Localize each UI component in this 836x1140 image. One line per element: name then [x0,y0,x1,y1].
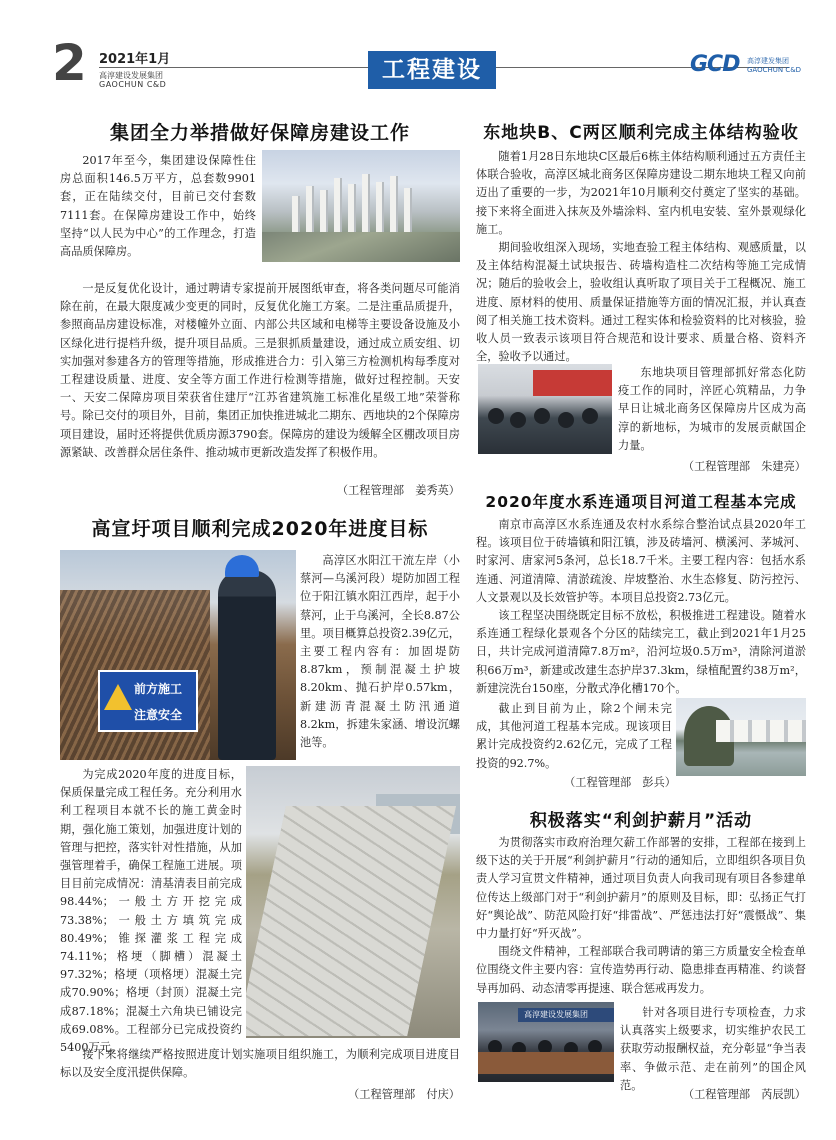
article-title: 积极落实“利剑护薪月”活动 [529,811,753,831]
paragraph: 围绕文件精神，工程部联合我司聘请的第三方质量安全检查单位围绕文件主要内容：宣传造势再行动、隐患排查再精准、约谈督导再加码、动态清零再提速、联合惩戒再发力。 [476,945,806,995]
article-title: 2020年度水系连通项目河道工程基本完成 [485,493,797,511]
paragraph: 一是反复优化设计，通过聘请专家提前开展图纸审查，将各类问题尽可能消除在前，在最大限度减少变更的同时，反复优化施工方案。二是注重品质提升，参照商品房建设标准，对楼幢外立面、内部公共区域和电梯等主要设备设施及小区绿化进行提档升级，提升项目品质。三是狠抓质量建设，通过成立质安组、切实加强对参建各方的管理等措施，形成推进合力：引入第三方检测机构每季度对工程建设质量、进度、安全等方面工作进行检测等措施，做好过程控制。天安一、天安二保障房项目荣获省住建厅“江苏省建筑施工标准化星级工地”荣誉称号。除已交付的项目外，目前，集团正加快推进城北二期东、西地块的2个保障房项目建设，届时还将提供优质房源3790套。保障房的建设为缓解全区棚改项目房源紧缺、改善群众居住条件、推动城市更新改造发挥了积极作用。 [60,282,460,459]
paragraph: 东地块项目管理部抓好常态化防疫工作的同时，淬匠心筑精品，力争早日让城北商务区保障房片区成为高淳的新地标，为城市的发展贡献国企力量。 [618,366,806,452]
meeting-banner: 高淳建设发展集团 [524,1010,588,1019]
issue-date: 2021年1月 [99,52,171,67]
construction-site-photo [60,550,296,760]
article-title: 集团全力举措做好保障房建设工作 [109,122,410,144]
paragraph: 接下来将继续严格按照进度计划实施项目组织施工，为顺利完成项目进度目标以及安全度汛提供保障。 [60,1048,460,1080]
page-header [0,0,836,92]
paragraph: 为完成2020年度的进度目标，保质保量完成工程任务。充分利用水利工程项目本就不长的施工黄金时期，强化施工策划，加强进度计划的管理与把控，落实针对性措施，从加强管理着手，确保工程施工进展。项目目前完成情况：清基清表目前完成98.44%；一般土方开挖完成73.38%；一般土方填筑完成80.49%；锥探灌浆工程完成74.11%；格埂（脚槽）混凝土97.32%；格埂（项格埂）混凝土完成70.90%；格埂（封顶）混凝土完成87.18%；混凝土六角块已铺设完成69.08%。工程部分已完成投资约5400万元。 [60,768,242,1055]
paragraph: 截止到目前为止，除2个闸未完成，其他河道工程基本完成。现该项目累计完成投资约2.62亿元，完成了工程投资的92.7%。 [476,702,672,770]
publisher-name: 高淳建设发展集团 [99,71,163,80]
article-signature: （工程管理部 芮辰凯） [682,1088,806,1101]
meeting-room-photo [478,1002,614,1082]
article-housing-body [60,280,460,462]
logo-chinese-name: 高淳建发集团 [747,57,789,65]
article-water-system [476,490,806,512]
article-signature: （工程管理部 付庆） [348,1088,460,1101]
article-east-block-body [476,148,806,366]
page-number: 2 [52,34,87,92]
article-water-system-body [476,516,806,698]
paragraph: 为贯彻落实市政府治理欠薪工作部署的安排，工程部在接到上级下达的关于开展“利剑护薪月”行动的通知后，立即组织各项目负责人学习宣贯文件精神，通过项目负责人向我司现有项目各参建单位传达上级部门对于“利剑护薪月”的原则及目标，即：弘扬正气打好“舆论战”、防范风险打好“排雷战”、严惩违法打好“震慑战”、集中力量打好“歼灭战”。 [476,836,806,941]
article-signature: （工程管理部 彭兵） [564,776,676,789]
article-housing [60,118,460,145]
article-signature: （工程管理部 姜秀英） [336,484,460,497]
article-wage-campaign-closing [620,1004,806,1095]
article-wage-campaign-body [476,834,806,998]
river-photo [676,698,806,776]
article-water-system-closing [476,700,672,773]
paragraph: 高淳区水阳江干流左岸（小蔡河—乌溪河段）堤防加固工程位于阳江镇水阳江西岸，起于小蔡河，止于乌溪河，全长8.87公里。项目概算总投资2.39亿元，主要工程内容有：加固堤防8.87km，预制混凝土护坡8.20km、抛石护岸0.57km，新建沥青混凝土防汛通道8.2km，拆建朱家涵、增设沉螺池等。 [300,554,460,750]
hard-hat-icon [225,555,259,577]
article-signature: （工程管理部 朱建亮） [682,460,806,473]
paragraph: 该工程坚决围绕既定目标不放松，积极推进工程建设。随着水系连通工程绿化景观各个分区的陆续完工，截止到2021年1月25日，共计完成河道清障7.8万m²，沿河垃圾0.5万m³，清除河道淤积66万m³，新建或改建生态护岸37.3km，绿植配置约38万m²，新建浣洗台150座，分散式净化槽170个。 [476,609,806,695]
paragraph: 南京市高淳区水系连通及农村水系综合整治试点县2020年工程。该项目位于砖墙镇和阳江镇，涉及砖墙河、横溪河、茅城河、时家河、唐家河5条河，总长18.7千米。主要工程内容：包括水系连通、河道清障、清淤疏浚、岸坡整治、水生态修复、防污控污、人文景观以及长效管护等。本项目总投资2.73亿元。 [476,518,806,604]
article-gaoxuan-closing [60,1046,460,1082]
embankment-photo [246,766,460,1038]
article-east-block [476,118,806,143]
inspection-meeting-photo [478,364,612,454]
section-title: 工程建设 [368,51,496,89]
publisher-english: GAOCHUN C&D [99,80,167,89]
article-title: 东地块B、C两区顺利完成主体结构验收 [483,123,799,143]
article-east-block-closing [618,364,806,455]
article-wage-campaign [476,806,806,831]
paragraph: 2017年至今，集团建设保障性住房总面积146.5万平方，总套数9901套，正在陆续交付，目前已交付套数7111套。在保障房建设工作中，始终坚持“以人民为中心”的工作理念，打造高品质保障房。 [60,154,256,259]
housing-aerial-photo [262,150,460,262]
gcd-logo: GCD [690,52,740,77]
article-gaoxuan [60,514,460,541]
paragraph: 针对各项目进行专项检查，力求认真落实上级要求，切实维护农民工获取劳动报酬权益，充分彰显“争当表率、争做示范、走在前列”的国企风范。 [620,1006,806,1092]
article-housing-lead [60,152,256,261]
article-gaoxuan-progress [60,766,242,1057]
paragraph: 随着1月28日东地块C区最后6栋主体结构顺利通过五方责任主体联合验收，高淳区城北商务区保障房建设二期东地块工程又向前迈出了重要的一步，为2021年10月顺利交付奠定了坚实的基础。接下来将全面进入抹灰及外墙涂料、室内机电安装、室外景观绿化施工。 [476,150,806,236]
article-gaoxuan-intro [300,552,460,752]
safety-sign: 前方施工 注意安全 [98,670,198,732]
logo-english-name: GAOCHUN C&D [747,66,802,74]
article-title: 高宣圩项目顺利完成2020年进度目标 [91,518,429,540]
paragraph: 期间验收组深入现场，实地查验工程主体结构、观感质量，以及主体结构混凝土试块报告、砖墙构造柱二次结构等施工完成情况；随后的验收会上，验收组认真听取了项目关于工程概况、施工进度、原材料的使用、质量保证措施等方面的情况汇报，并认真查阅了相关施工技术资料。通过工程实体和检验资料的比对核验，验收人员一致表示该项目符合规范和设计要求、质量合格、资料齐全，验收予以通过。 [476,241,806,364]
